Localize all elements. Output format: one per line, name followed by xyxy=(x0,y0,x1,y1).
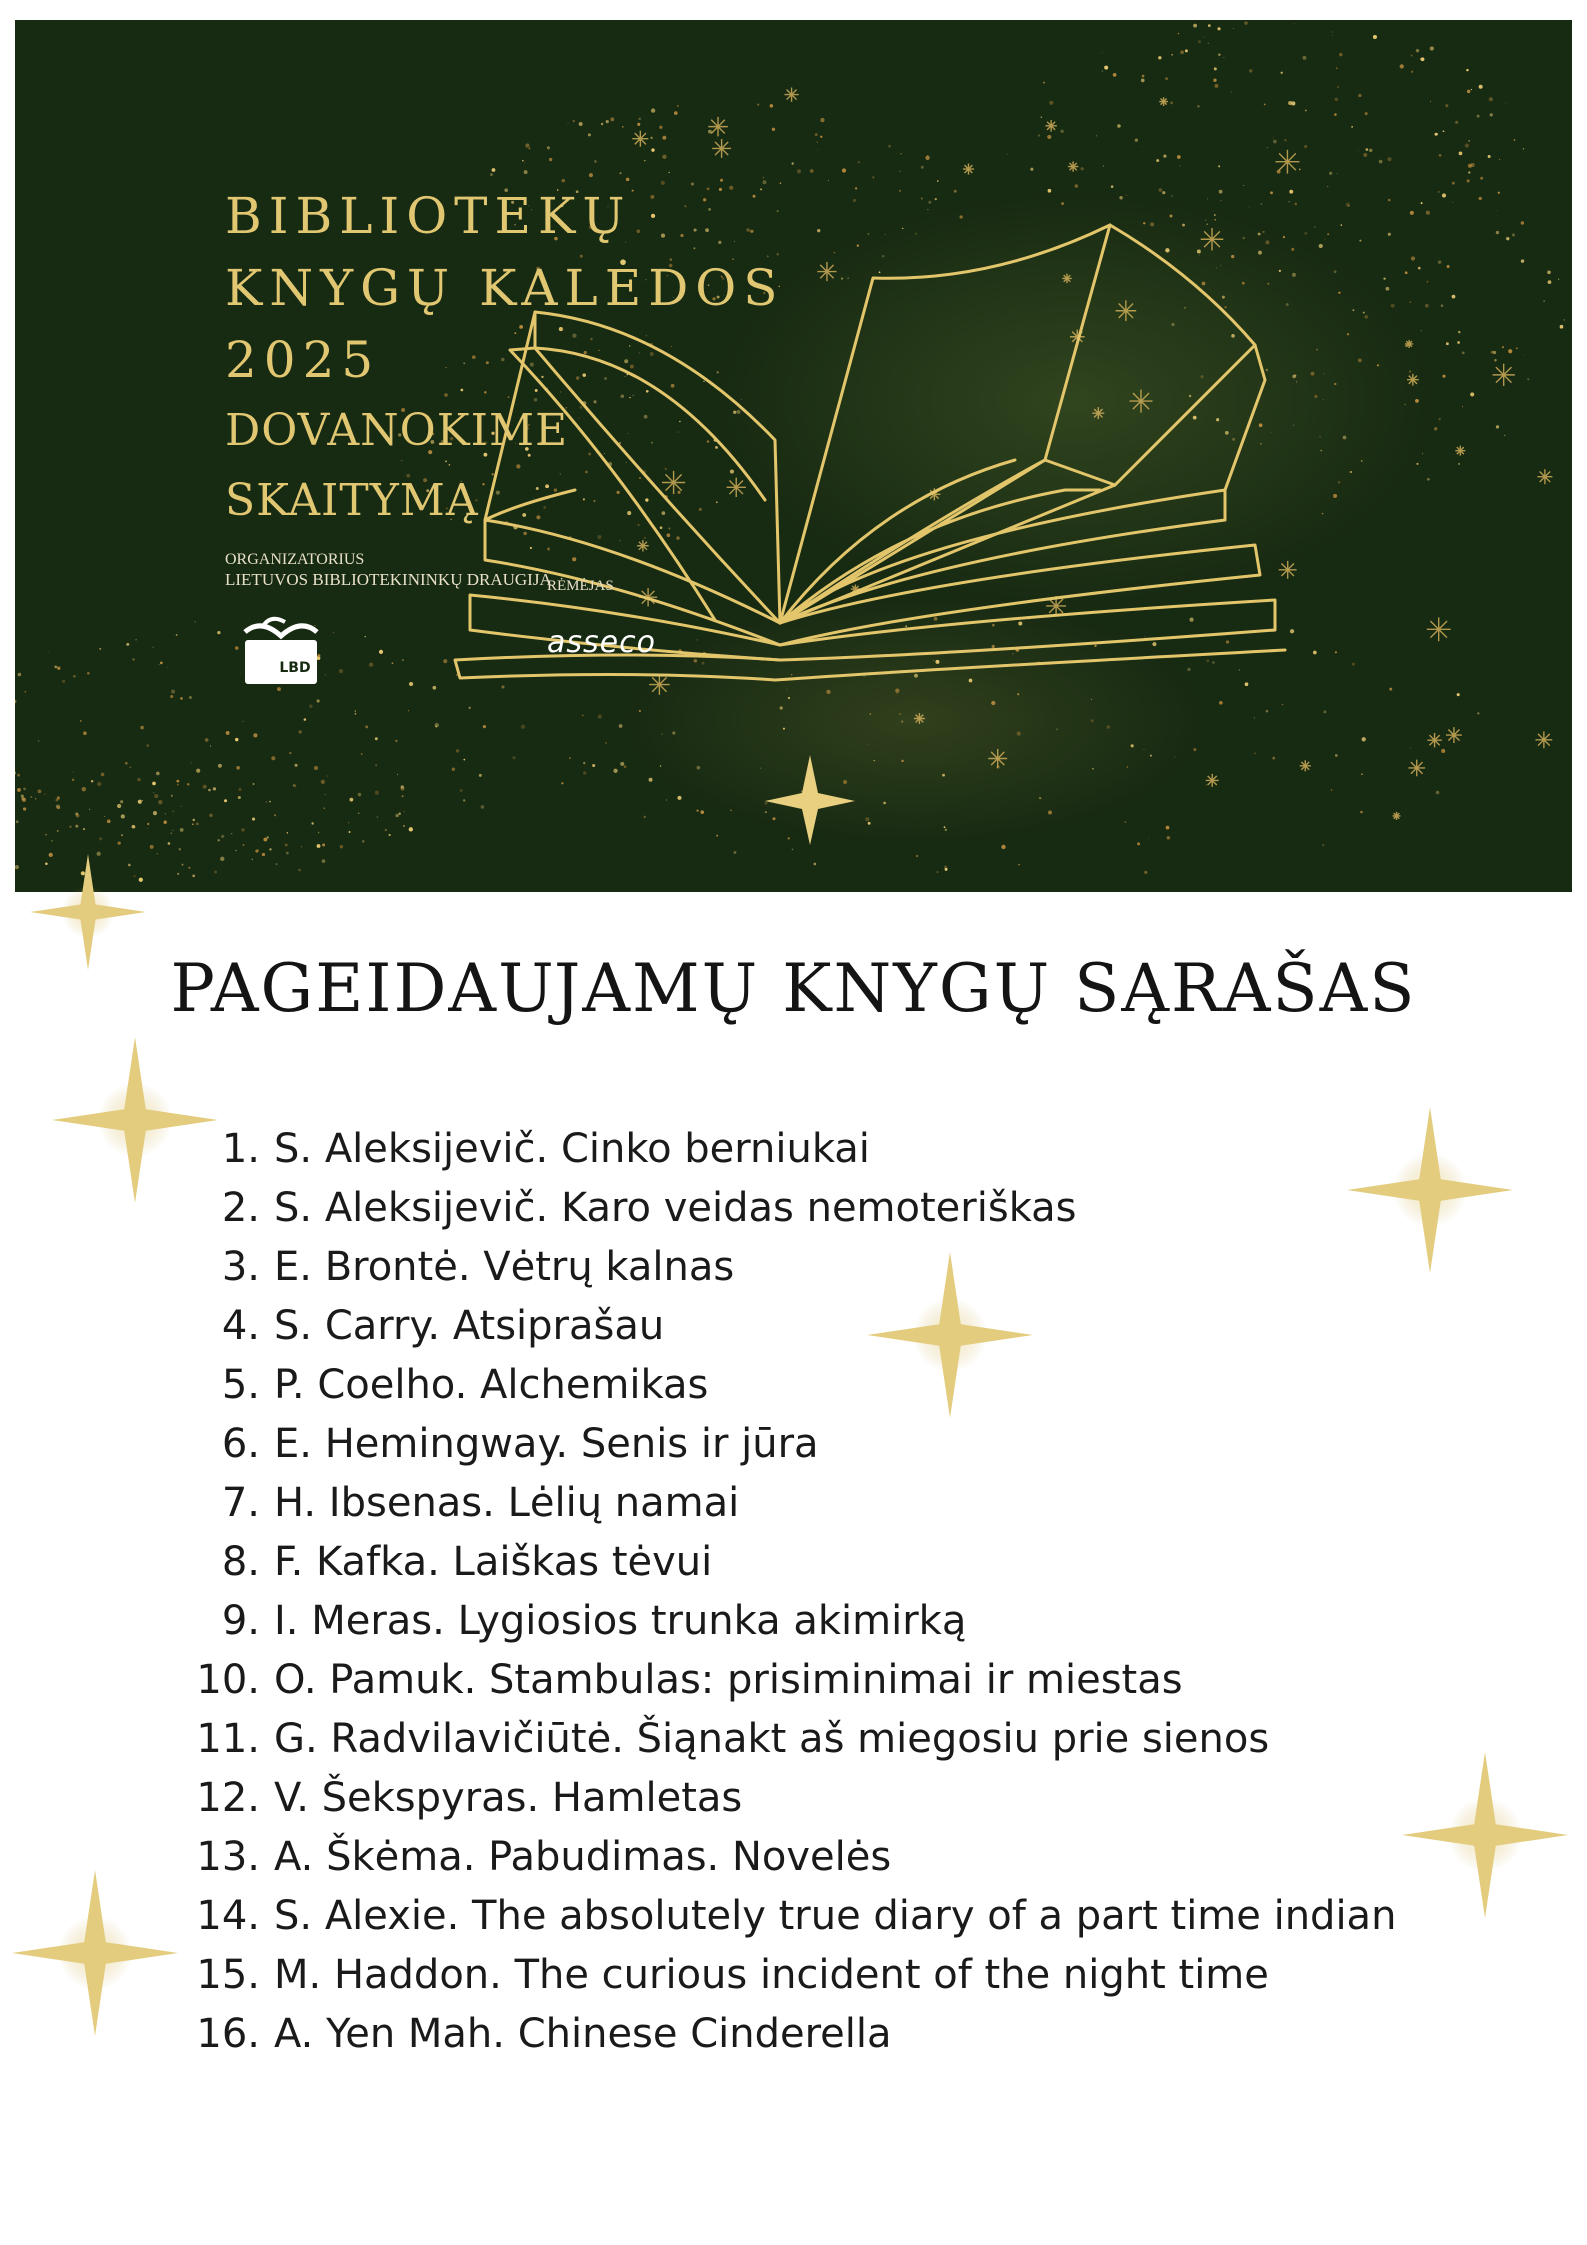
list-item xyxy=(150,1592,1450,1651)
title-line-1: BIBLIOTEKŲ xyxy=(225,187,632,245)
title-line-3: 2025 xyxy=(225,331,381,389)
sparkle-star-icon xyxy=(28,852,148,972)
sparkle-star-icon xyxy=(1345,1105,1515,1275)
list-item-number: 3. xyxy=(221,1244,260,1290)
book-list xyxy=(150,1120,1450,2064)
lbd-logo xyxy=(241,614,321,686)
event-title xyxy=(225,180,785,536)
list-item-number: 9. xyxy=(221,1598,260,1644)
list-item xyxy=(150,1415,1450,1474)
list-item-title: F. Kafka. Laiškas tėvui xyxy=(274,1539,713,1585)
title-line-2: KNYGŲ KALĖDOS xyxy=(225,259,785,317)
list-item-number: 4. xyxy=(221,1303,260,1349)
list-item-title: M. Haddon. The curious incident of the night time xyxy=(274,1952,1269,1998)
list-item-number: 2. xyxy=(221,1185,260,1231)
list-item-title: P. Coelho. Alchemikas xyxy=(274,1362,709,1408)
sparkle-star-icon xyxy=(865,1250,1035,1420)
list-item xyxy=(150,1533,1450,1592)
list-item-title: A. Škėma. Pabudimas. Novelės xyxy=(274,1834,892,1880)
banner xyxy=(15,20,1572,892)
list-item-title: H. Ibsenas. Lėlių namai xyxy=(274,1480,740,1526)
list-item-number: 10. xyxy=(196,1657,260,1703)
list-item-title: O. Pamuk. Stambulas: prisiminimai ir miestas xyxy=(274,1657,1183,1703)
list-item xyxy=(150,1710,1450,1769)
asseco-logo xyxy=(547,626,727,660)
list-item-title: S. Alexie. The absolutely true diary of a part time indian xyxy=(274,1893,1397,1939)
list-item xyxy=(150,1356,1450,1415)
list-item-title: G. Radvilavičiūtė. Šiąnakt aš miegosiu prie sienos xyxy=(274,1716,1270,1762)
title-line-5: SKAITYMĄ xyxy=(225,475,479,526)
lbd-logo-text: LBD xyxy=(279,660,311,676)
asseco-logo-text: asseco xyxy=(547,626,656,660)
list-item-number: 14. xyxy=(196,1893,260,1939)
list-item xyxy=(150,1769,1450,1828)
list-item xyxy=(150,1120,1450,1179)
list-item xyxy=(150,1297,1450,1356)
list-item-title: S. Aleksijevič. Cinko berniukai xyxy=(274,1126,870,1172)
list-item xyxy=(150,1651,1450,1710)
list-item-number: 11. xyxy=(196,1716,260,1762)
organizer-name: LIETUVOS BIBLIOTEKININKŲ DRAUGIJA xyxy=(225,570,552,589)
sparkle-star-icon xyxy=(10,1868,180,2038)
list-item xyxy=(150,2005,1450,2064)
list-item-title: V. Šekspyras. Hamletas xyxy=(274,1775,743,1821)
list-item-title: E. Brontė. Vėtrų kalnas xyxy=(274,1244,735,1290)
list-item xyxy=(150,1474,1450,1533)
list-item-number: 16. xyxy=(196,2011,260,2057)
list-item-number: 6. xyxy=(221,1421,260,1467)
list-item-title: E. Hemingway. Senis ir jūra xyxy=(274,1421,819,1467)
list-item-number: 12. xyxy=(196,1775,260,1821)
list-heading: PAGEIDAUJAMŲ KNYGŲ SĄRAŠAS xyxy=(170,950,1417,1027)
list-item-number: 1. xyxy=(221,1126,260,1172)
list-item-number: 5. xyxy=(221,1362,260,1408)
banner-sparkle-icon xyxy=(765,755,855,845)
list-item-number: 13. xyxy=(196,1834,260,1880)
list-item-number: 15. xyxy=(196,1952,260,1998)
organizer-block xyxy=(225,550,552,590)
list-item-number: 8. xyxy=(221,1539,260,1585)
list-item-number: 7. xyxy=(221,1480,260,1526)
list-item-title: S. Aleksijevič. Karo veidas nemoteriškas xyxy=(274,1185,1077,1231)
list-item xyxy=(150,1828,1450,1887)
title-line-4: DOVANOKIME xyxy=(225,405,569,456)
list-item xyxy=(150,1946,1450,2005)
list-item-title: S. Carry. Atsiprašau xyxy=(274,1303,665,1349)
list-item xyxy=(150,1887,1450,1946)
organizer-label: ORGANIZATORIUS xyxy=(225,551,365,568)
list-item xyxy=(150,1238,1450,1297)
list-item xyxy=(150,1179,1450,1238)
sparkle-star-icon xyxy=(50,1035,220,1205)
sponsor-label: RĖMĖJAS xyxy=(547,578,614,594)
list-item-title: A. Yen Mah. Chinese Cinderella xyxy=(274,2011,892,2057)
sparkle-star-icon xyxy=(1400,1750,1570,1920)
list-item-title: I. Meras. Lygiosios trunka akimirką xyxy=(274,1598,967,1644)
